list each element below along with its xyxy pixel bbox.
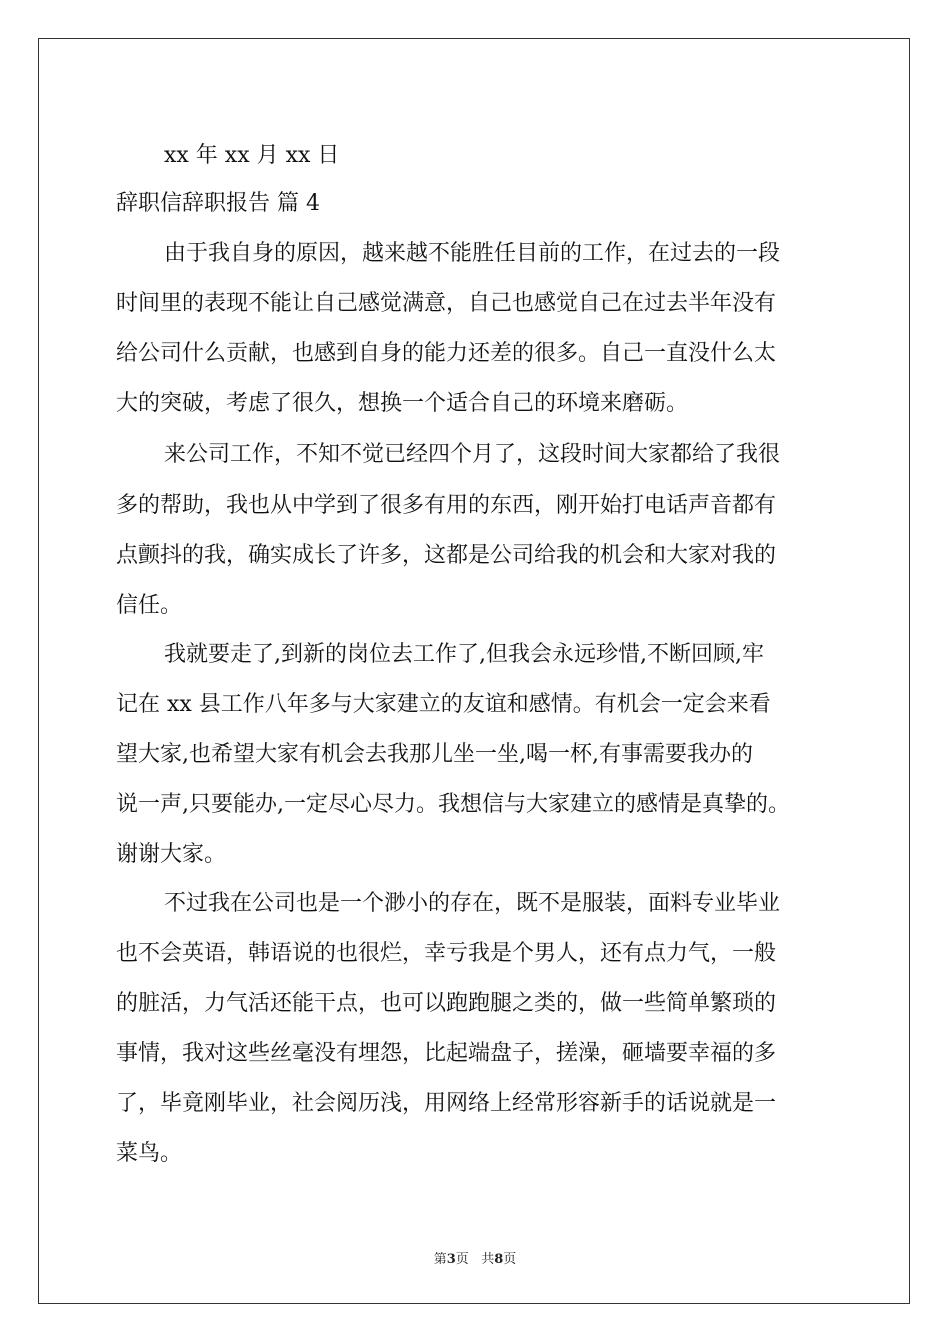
- paragraph-line: 多的帮助，我也从中学到了很多有用的东西，刚开始打电话声音都有: [116, 493, 777, 518]
- page-prefix: 第: [433, 1252, 447, 1267]
- paragraph-line: 大的突破，考虑了很久，想换一个适合自己的环境来磨砺。: [116, 391, 689, 416]
- paragraph-line: 谢谢大家。: [116, 842, 227, 867]
- paragraph-line: 说一声,只要能办,一定尽心尽力。我想信与大家建立的感情是真挚的。: [116, 792, 790, 817]
- paragraph-line: 记在 xx 县工作八年多与大家建立的友谊和感情。有机会一定会来看: [116, 692, 771, 717]
- paragraph-line: 的脏活，力气活还能干点，也可以跑跑腿之类的，做一些简单繁琐的: [116, 991, 777, 1016]
- page-number: 3: [446, 1252, 456, 1267]
- paragraph-line: 菜鸟。: [116, 1141, 183, 1166]
- paragraph-line: 来公司工作，不知不觉已经四个月了，这段时间大家都给了我很: [164, 442, 781, 467]
- paragraph-line: 望大家,也希望大家有机会去我那儿坐一坐,喝一杯,有事需要我办的: [116, 742, 753, 767]
- page-footer: [0, 1248, 950, 1267]
- paragraph-line: 给公司什么贡献，也感到自身的能力还差的很多。自己一直没什么太: [116, 341, 777, 366]
- paragraph-line: 事情，我对这些丝毫没有埋怨，比起端盘子，搓澡，砸墙要幸福的多: [116, 1041, 777, 1066]
- paragraph-line: 不过我在公司也是一个渺小的存在，既不是服装，面料专业毕业: [164, 891, 781, 916]
- paragraph-line: 点颤抖的我，确实成长了许多，这都是公司给我的机会和大家对我的: [116, 543, 777, 568]
- paragraph-line: 信任。: [116, 593, 183, 618]
- total-suffix: 页: [503, 1252, 517, 1267]
- paragraph-line: 由于我自身的原因，越来越不能胜任目前的工作，在过去的一段: [164, 241, 781, 266]
- paragraph-line: 也不会英语，韩语说的也很烂，幸亏我是个男人，还有点力气，一般: [116, 941, 777, 966]
- paragraph-line: 了，毕竟刚毕业，社会阅历浅，用网络上经常形容新手的话说就是一: [116, 1091, 777, 1116]
- date-line: xx 年 xx 月 xx 日: [164, 143, 340, 168]
- paragraph-line: 我就要走了,到新的岗位去工作了,但我会永远珍惜,不断回顾,牢: [164, 642, 764, 667]
- section-heading: 辞职信辞职报告 篇 4: [116, 191, 320, 216]
- total-pages: 8: [494, 1252, 504, 1267]
- total-prefix: 共: [481, 1252, 495, 1267]
- paragraph-line: 时间里的表现不能让自己感觉满意，自己也感觉自己在过去半年没有: [116, 291, 777, 316]
- page-suffix: 页: [455, 1252, 469, 1267]
